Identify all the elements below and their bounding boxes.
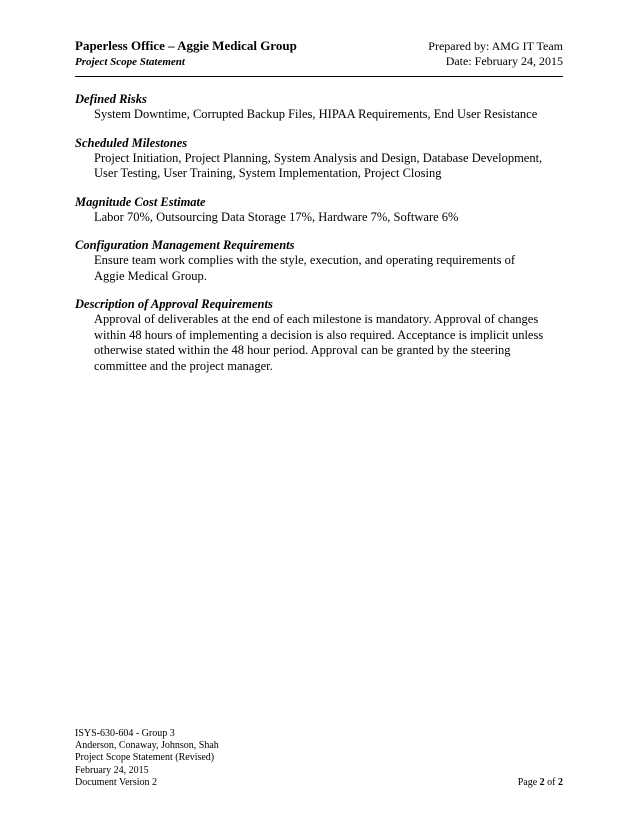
section-magnitude-cost-estimate bbox=[75, 195, 548, 226]
section-approval-requirements bbox=[75, 297, 548, 374]
page-current: 2 bbox=[539, 776, 545, 788]
section-heading: Defined Risks bbox=[75, 92, 147, 106]
footer-doc-title: Project Scope Statement (Revised) bbox=[75, 752, 215, 764]
header-row-top bbox=[75, 38, 563, 54]
section-heading: Magnitude Cost Estimate bbox=[75, 194, 206, 209]
document-subtitle: Project Scope Statement bbox=[75, 56, 185, 68]
page-prefix: Page bbox=[517, 776, 540, 788]
footer-last-row bbox=[75, 777, 563, 789]
section-scheduled-milestones bbox=[75, 136, 548, 182]
section-text: System Downtime, Corrupted Backup Files, HIPAA Requirements, End User Resistance bbox=[94, 107, 538, 121]
section-heading: Configuration Management Requirements bbox=[75, 238, 295, 252]
page-header bbox=[75, 38, 563, 70]
document-body bbox=[75, 92, 548, 387]
section-heading: Description of Approval Requirements bbox=[75, 297, 273, 311]
section-defined-risks bbox=[75, 92, 548, 123]
page-total: 2 bbox=[558, 776, 563, 788]
section-heading: Scheduled Milestones bbox=[75, 135, 188, 150]
section-text: Labor 70%, Outsourcing Data Storage 17%, Hardware 7%, Software 6% bbox=[94, 209, 459, 224]
document-title: Paperless Office – Aggie Medical Group bbox=[75, 38, 297, 53]
document-date: Date: February 24, 2015 bbox=[445, 54, 563, 68]
prepared-by: Prepared by: AMG IT Team bbox=[428, 39, 563, 53]
footer-version: Document Version 2 bbox=[75, 776, 158, 788]
page-number bbox=[518, 777, 563, 789]
header-row-bottom bbox=[75, 54, 563, 70]
section-text: Project Initiation, Project Planning, System Analysis and Design, Database Development, User Testing, User Training, System Implementation, Project Closing bbox=[94, 150, 543, 180]
footer-date: February 24, 2015 bbox=[75, 764, 149, 776]
page-footer bbox=[75, 728, 563, 789]
header-divider bbox=[75, 76, 563, 77]
section-text: Ensure team work complies with the style, execution, and operating requirements of Aggie Medical Group. bbox=[94, 253, 516, 283]
section-configuration-management bbox=[75, 238, 548, 284]
footer-course: ISYS-630-604 - Group 3 bbox=[75, 728, 175, 739]
section-text: Approval of deliverables at the end of each milestone is mandatory. Approval of changes within 48 hours of implementing a decision is also required. Acceptance is implicit unless otherwise stated within the 48 hour period. Approval can be granted by the steering committee and the project manager. bbox=[94, 312, 544, 373]
footer-authors: Anderson, Conaway, Johnson, Shah bbox=[75, 740, 219, 752]
page-of: of bbox=[544, 776, 558, 788]
